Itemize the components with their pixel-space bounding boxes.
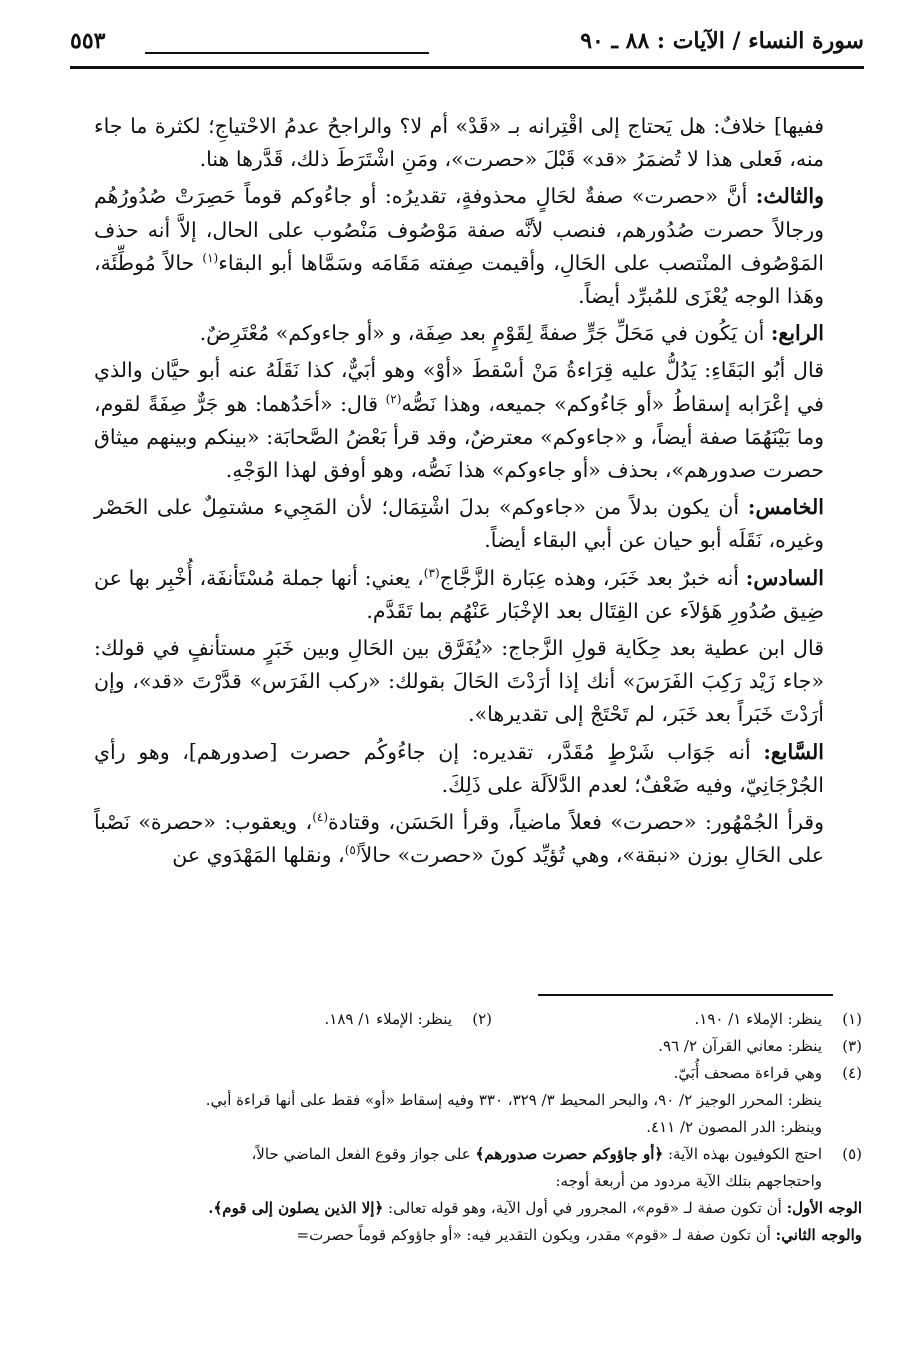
aspect-label: الوجه الأول: <box>786 1199 862 1217</box>
text-readings-c: ، ونقلها المَهْدَوي عن <box>172 843 345 868</box>
footnote-number: (٣) <box>842 1037 862 1055</box>
label-fifth: الخامس: <box>747 495 824 520</box>
text: أن تكون صفة لـ «قوم»، المجرور في أول الآية، وهو قوله تعالى: <box>388 1199 782 1217</box>
text-third-a: أنَّ «حصرت» صفةٌ لحَالٍ محذوفةٍ، تقديرُه: أو جاءُوكم قوماً حَصِرَتْ صُدُورُهُم ورجالاً حصرت صُدُورهم، فنصب لأنَّه صفة مَوْصُوف مَنْصُوب على الحال، إلاَّ أنه حذف المَوْصُوف المنْتصب على الحَالِ، وأقيمت صِفته مَقَامَه وسَمَّاها أبو البقاء <box>94 184 825 275</box>
paragraph-abulbaqa <box>94 354 824 487</box>
page-number: ٥٥٣ <box>70 28 106 54</box>
paragraph-ibn-atiyya: قال ابن عطية بعد حِكَاية قولِ الزَّجاج: «يُفَرَّق بين الحَالِ وبين خَبَرٍ مستأنفٍ في قولك: «جاء زَيْد رَكِبَ الفَرَسَ» أنك إذا أرَدْتَ الحَالَ بقولك: «ركب الفَرَس» قدَّرْتَ «قد»، وإن أرَدْتَ خَبَراً بعد خَبَر، لم تَحْتَجْ إلى تقديرها». <box>94 636 824 727</box>
footnote-ref-2: (٢) <box>385 391 402 406</box>
label-seventh: السَّابع: <box>763 739 824 764</box>
footnote-number: (٢) <box>472 1010 492 1028</box>
verse-quote: ﴿أو جاؤوكم حصرت صدورهم﴾ <box>475 1145 664 1163</box>
header-rule <box>145 52 429 54</box>
text-sixth-b: ، يعني: أنها جملة مُسْتَأنفَة، أُخْبِر بها عن ضِيق صُدُورِ هَؤلاَء عن القِتَال بعد الإخْبَار عَنْهُم بما تَقَدَّم. <box>94 565 824 623</box>
footnote-row-1-2 <box>62 1006 862 1033</box>
paragraph-7th <box>94 736 824 802</box>
label-third: والثالث: <box>755 184 824 209</box>
footnote-5-aspect-1 <box>62 1195 862 1222</box>
verse-quote: ﴿إلا الذين يصلون إلى قوم﴾. <box>208 1199 384 1217</box>
footnote-text <box>62 1141 822 1168</box>
footnote-4 <box>62 1060 862 1141</box>
text-fifth: أن يكون بدلاً من «جاءوكم» بدلَ اشْتِمَال؛ لأن المَجِيء مشتمِلٌ على الحَصْر وغيره، نَقَلَه أبو حيان عن أبي البقاء أيضاً. <box>94 495 824 553</box>
footnote-ref-3: (٣) <box>423 565 440 580</box>
footnote-2 <box>325 1006 492 1033</box>
text-abulbaqa-b: قال: «أحَدُهما: هو جَرٌّ صِفَةً لقوم، وما بَيْنَهُمَا صفة أيضاً، و «جاءوكم» معترضٌ، وقد قرأ بَعْضُ الصَّحابَة: «بينكم وبينهم ميثاق حصرت صدورهم»، بحذف «أو جاءوكم» هذا نَصُّه، وهو أوفق لهذا الوَجْهِ. <box>94 391 824 483</box>
text-readings-b: ، ويعقوب: «حصرة» نَصْباً على الحَالِ بوزن «نبقة»، وهي تُؤيِّد كونَ «حصرت» حالاً <box>94 810 824 868</box>
text-abulbaqa-a: قال أبُو البَقَاءِ: يَدُلُّ عليه قِرَاءةُ مَنْ أسْقطَ «أوْ» وهو أبَيٌّ، كذا نَقَلَهُ عنه أبو حيَّان والذي في إعْرَابه إسقاطُ «أو جَاءُوكم» جميعه، وهذا نَصُّه <box>94 358 824 416</box>
paragraph-6th <box>94 562 824 628</box>
footnote-text: وينظر: الدر المصون ٢/ ٤١١. <box>646 1118 822 1136</box>
footnotes <box>62 1006 862 1249</box>
footnote-separator <box>538 994 833 996</box>
footnote-text: ينظر: المحرر الوجيز ٢/ ٩٠، والبحر المحيط ٣/ ٣٢٩، ٣٣٠ وفيه إسقاط «أو» فقط على أنها قراءة أبي. <box>205 1091 822 1109</box>
paragraph-4th <box>94 317 824 350</box>
text-seventh: أنه جَوَاب شَرْطٍ مُقَدَّر، تقديره: إن جاءُوكُم حصرت [صدورهم]، وهو رأي الجُرْجَانِيّ، وفيه ضَعْفٌ؛ لعدم الدَّلاَلَة على ذَلِكَ. <box>94 739 824 797</box>
text-third-b: حالاً مُوطِّئَة، وهَذا الوجه يُعْزَى للمُبرِّد أيضاً. <box>94 250 824 309</box>
footnote-text: وهي قراءة مصحف أُبَيّ. <box>673 1064 822 1082</box>
paragraph-3rd <box>94 180 824 313</box>
label-fourth: الرابع: <box>770 321 824 346</box>
text: على جواز وقوع الفعل الماضي حالاً، <box>251 1145 471 1163</box>
footnote-ref-4: (٤) <box>312 810 329 825</box>
text: احتج الكوفيون بهذه الآية: <box>668 1145 822 1163</box>
text-fourth: أن يَكُون في مَحَلِّ جَرٍّ صفةً لِقَوْمٍ بعد صِفَة، و «أو جاءوكم» مُعْتَرِضٌ. <box>199 321 765 346</box>
footnote-text: ينظر: الإملاء ١/ ١٩٠. <box>694 1010 822 1028</box>
footnote-number: (٤) <box>842 1064 862 1082</box>
footnote-text: ينظر: معاني القرآن ٢/ ٩٦. <box>658 1037 822 1055</box>
footnote-ref-1: (١) <box>202 250 219 265</box>
footnote-5 <box>62 1141 862 1195</box>
text: أن تكون صفة لـ «قوم» مقدر، ويكون التقدير فيه: «أو جاؤوكم قوماً حصرت= <box>296 1226 771 1244</box>
footnote-3 <box>62 1033 862 1060</box>
running-title: سورة النساء / الآيات : ٨٨ ـ ٩٠ <box>580 28 864 54</box>
header-base-line <box>70 66 864 69</box>
footnote-5-aspect-2 <box>62 1222 862 1249</box>
footnote-number: (١) <box>842 1010 862 1028</box>
footnote-ref-5: (٥) <box>344 843 361 858</box>
paragraph-5th <box>94 491 824 557</box>
footnote-text: واحتجاجهم بتلك الآية مردود من أربعة أوجه: <box>555 1172 822 1190</box>
paragraph-readings <box>94 806 824 872</box>
page-header <box>70 22 864 62</box>
aspect-label: والوجه الثاني: <box>775 1226 862 1244</box>
footnote-1 <box>492 1006 862 1033</box>
text-readings-a: وقرأ الجُمْهُور: «حصرت» فعلاً ماضياً، وقرأ الحَسَن، وقتادة <box>328 810 824 835</box>
paragraph-1: ففيها] خلافٌ: هل يَحتاج إلى اقْتِرانه بـ «قَدْ» أم لا؟ والراجحُ عدمُ الاحْتياجِ؛ لكثرة ما جاء منه، فَعلى هذا لا تُضمَرُ «قد» قَبْلَ «حصرت»، ومَنِ اشْتَرَطَ ذلك، قَدَّرها هنا. <box>94 114 824 172</box>
label-sixth: السادس: <box>745 565 824 590</box>
footnote-number: (٥) <box>842 1145 862 1163</box>
footnote-text: ينظر: الإملاء ١/ ١٨٩. <box>324 1010 452 1028</box>
main-text <box>94 110 824 876</box>
text-sixth-a: أنه خبرٌ بعد خَبَر، وهذه عِبَارة الزَّجَّاج <box>439 565 739 590</box>
